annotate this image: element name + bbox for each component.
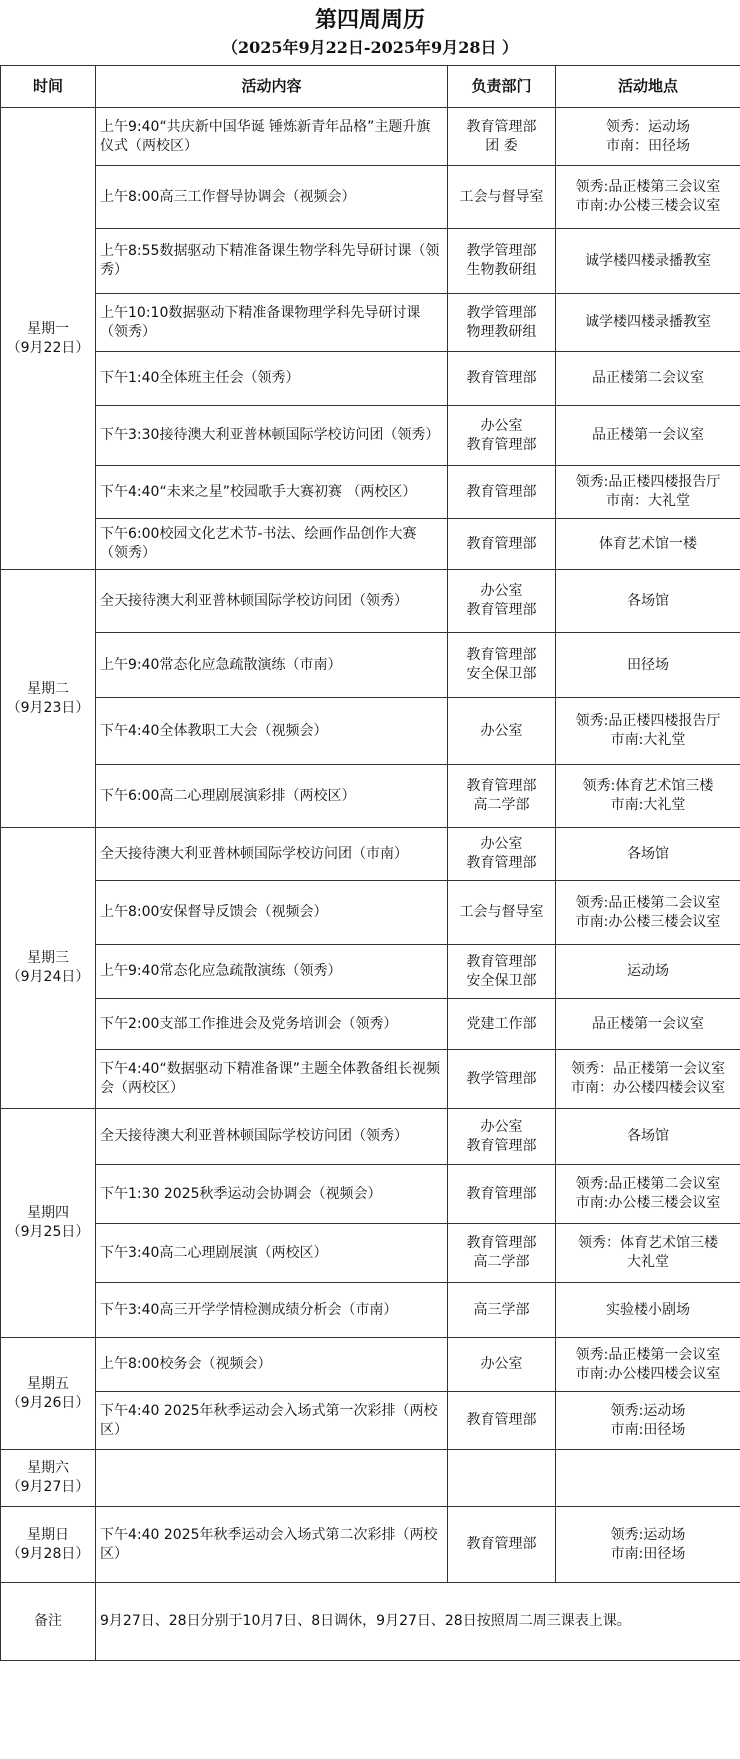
table-row: [1, 1507, 740, 1583]
table-row: [1, 1450, 740, 1507]
activity-cell: 上午8:00安保督导反馈会（视频会）: [96, 881, 448, 945]
dept-cell: 高三学部: [448, 1283, 556, 1338]
location-cell: 领秀：品正楼第一会议室 市南：办公楼四楼会议室: [556, 1050, 740, 1109]
dept-cell: 教育管理部 安全保卫部: [448, 945, 556, 999]
activity-cell: 下午4:40“未来之星”校园歌手大赛初赛 （两校区）: [96, 466, 448, 519]
day-name: 星期二: [27, 680, 69, 697]
header-activity: 活动内容: [96, 66, 448, 108]
dept-cell: 党建工作部: [448, 999, 556, 1050]
location-cell: 领秀:品正楼第一会议室 市南:办公楼四楼会议室: [556, 1338, 740, 1392]
dept-cell: 教学管理部: [448, 1050, 556, 1109]
dept-cell: 工会与督导室: [448, 881, 556, 945]
activity-cell: 下午6:00高二心理剧展演彩排（两校区）: [96, 765, 448, 828]
header-time: 时间: [1, 66, 96, 108]
table-row: [1, 570, 740, 633]
table-row: [1, 698, 740, 765]
activity-cell: 下午1:40全体班主任会（领秀）: [96, 352, 448, 406]
activity-cell: 下午4:40 2025年秋季运动会入场式第二次彩排（两校区）: [96, 1507, 448, 1583]
table-row: [1, 633, 740, 698]
activity-cell: 上午8:00校务会（视频会）: [96, 1338, 448, 1392]
date-range-subtitle: （2025年9月22日-2025年9月28日 ）: [221, 38, 519, 57]
table-row: [1, 1050, 740, 1109]
table-row: [1, 108, 740, 166]
location-cell: 领秀:品正楼第二会议室 市南:办公楼三楼会议室: [556, 881, 740, 945]
location-cell: 各场馆: [556, 828, 740, 881]
dept-cell: 教育管理部: [448, 352, 556, 406]
location-cell: 领秀:品正楼第二会议室 市南:办公楼三楼会议室: [556, 1165, 740, 1224]
location-cell: 实验楼小剧场: [556, 1283, 740, 1338]
day-cell: [1, 828, 96, 1109]
location-cell: 领秀:体育艺术馆三楼 市南:大礼堂: [556, 765, 740, 828]
location-cell: 领秀:品正楼四楼报告厅 市南:大礼堂: [556, 698, 740, 765]
table-row: [1, 881, 740, 945]
day-name: 星期日: [27, 1526, 69, 1543]
table-row: [1, 1338, 740, 1392]
location-cell: 领秀:运动场 市南:田径场: [556, 1507, 740, 1583]
note-text: 9月27日、28日分别于10月7日、8日调休，9月27日、28日按照周二周三课表上课。: [96, 1583, 740, 1661]
table-row: [1, 294, 740, 352]
day-name: 星期一: [27, 320, 69, 337]
dept-cell: 教育管理部 团 委: [448, 108, 556, 166]
day-cell: [1, 1507, 96, 1583]
dept-cell: 教育管理部: [448, 466, 556, 519]
location-cell: 品正楼第一会议室: [556, 999, 740, 1050]
dept-cell: 办公室 教育管理部: [448, 1109, 556, 1165]
location-cell: 各场馆: [556, 570, 740, 633]
activity-cell: 下午4:40 2025年秋季运动会入场式第一次彩排（两校区）: [96, 1392, 448, 1450]
activity-cell: 上午8:00高三工作督导协调会（视频会）: [96, 166, 448, 229]
activity-cell: 下午2:00支部工作推进会及党务培训会（领秀）: [96, 999, 448, 1050]
location-cell: [556, 1450, 740, 1507]
location-cell: 品正楼第二会议室: [556, 352, 740, 406]
activity-cell: 上午8:55数据驱动下精准备课生物学科先导研讨课（领秀）: [96, 229, 448, 294]
dept-cell: 教育管理部: [448, 1165, 556, 1224]
day-cell: [1, 1338, 96, 1450]
page-title: 第四周周历: [314, 7, 425, 33]
location-cell: 领秀:品正楼第三会议室 市南:办公楼三楼会议室: [556, 166, 740, 229]
note-label: 备注: [1, 1583, 96, 1661]
dept-cell: 办公室 教育管理部: [448, 570, 556, 633]
location-cell: 领秀：运动场 市南：田径场: [556, 108, 740, 166]
dept-cell: 教育管理部: [448, 1392, 556, 1450]
day-cell: [1, 108, 96, 570]
activity-cell: 下午4:40“数据驱动下精准备课”主题全体教备组长视频会（两校区）: [96, 1050, 448, 1109]
table-row: [1, 229, 740, 294]
header-dept: 负责部门: [448, 66, 556, 108]
day-cell: [1, 1109, 96, 1338]
day-name: 星期三: [27, 950, 69, 966]
activity-cell: 上午9:40“共庆新中国华诞 锤炼新青年品格”主题升旗仪式（两校区）: [96, 108, 448, 166]
day-name: 星期六: [27, 1460, 69, 1476]
table-row: [1, 406, 740, 466]
activity-cell: 全天接待澳大利亚普林顿国际学校访问团（市南）: [96, 828, 448, 881]
activity-cell: [96, 1450, 448, 1507]
location-cell: 领秀:运动场 市南:田径场: [556, 1392, 740, 1450]
day-name: 星期四: [27, 1205, 69, 1221]
table-row: [1, 166, 740, 229]
table-row: [1, 466, 740, 519]
day-date: （9月25日）: [6, 1224, 90, 1240]
day-date: （9月23日）: [6, 699, 90, 716]
dept-cell: 办公室: [448, 698, 556, 765]
location-cell: 体育艺术馆一楼: [556, 519, 740, 570]
table-row: [1, 1392, 740, 1450]
activity-cell: 全天接待澳大利亚普林顿国际学校访问团（领秀）: [96, 1109, 448, 1165]
activity-cell: 下午1:30 2025秋季运动会协调会（视频会）: [96, 1165, 448, 1224]
dept-cell: 教育管理部 高二学部: [448, 765, 556, 828]
location-cell: 诚学楼四楼录播教室: [556, 294, 740, 352]
location-cell: 田径场: [556, 633, 740, 698]
activity-cell: 上午10:10数据驱动下精准备课物理学科先导研讨课（领秀）: [96, 294, 448, 352]
schedule-table: [0, 65, 740, 1661]
note-row: [1, 1583, 740, 1661]
dept-cell: 办公室 教育管理部: [448, 406, 556, 466]
location-cell: 诚学楼四楼录播教室: [556, 229, 740, 294]
dept-cell: 办公室: [448, 1338, 556, 1392]
day-cell: [1, 570, 96, 828]
table-row: [1, 352, 740, 406]
day-name: 星期五: [27, 1375, 69, 1392]
day-date: （9月22日）: [6, 339, 90, 356]
activity-cell: 下午3:40高三开学学情检测成绩分析会（市南）: [96, 1283, 448, 1338]
location-cell: 领秀:品正楼四楼报告厅 市南：大礼堂: [556, 466, 740, 519]
day-date: （9月28日）: [6, 1545, 90, 1562]
activity-cell: 上午9:40常态化应急疏散演练（领秀）: [96, 945, 448, 999]
schedule-body: [1, 108, 740, 1583]
dept-cell: 办公室 教育管理部: [448, 828, 556, 881]
dept-cell: 教育管理部 安全保卫部: [448, 633, 556, 698]
table-row: [1, 1165, 740, 1224]
dept-cell: 教育管理部: [448, 1507, 556, 1583]
dept-cell: [448, 1450, 556, 1507]
day-cell: [1, 1450, 96, 1507]
activity-cell: 上午9:40常态化应急疏散演练（市南）: [96, 633, 448, 698]
table-row: [1, 519, 740, 570]
activity-cell: 下午3:40高二心理剧展演（两校区）: [96, 1224, 448, 1283]
dept-cell: 教育管理部: [448, 519, 556, 570]
location-cell: 品正楼第一会议室: [556, 406, 740, 466]
dept-cell: 工会与督导室: [448, 166, 556, 229]
activity-cell: 下午4:40全体教职工大会（视频会）: [96, 698, 448, 765]
day-date: （9月27日）: [6, 1479, 90, 1495]
table-row: [1, 1224, 740, 1283]
table-row: [1, 1283, 740, 1338]
activity-cell: 下午6:00校园文化艺术节-书法、绘画作品创作大赛（领秀）: [96, 519, 448, 570]
dept-cell: 教育管理部 高二学部: [448, 1224, 556, 1283]
activity-cell: 全天接待澳大利亚普林顿国际学校访问团（领秀）: [96, 570, 448, 633]
day-date: （9月24日）: [6, 969, 90, 985]
table-row: [1, 765, 740, 828]
table-row: [1, 999, 740, 1050]
location-cell: 运动场: [556, 945, 740, 999]
table-header-row: [1, 66, 740, 108]
dept-cell: 教学管理部 物理教研组: [448, 294, 556, 352]
table-row: [1, 1109, 740, 1165]
table-row: [1, 828, 740, 881]
activity-cell: 下午3:30接待澳大利亚普林顿国际学校访问团（领秀）: [96, 406, 448, 466]
header-location: 活动地点: [556, 66, 740, 108]
table-row: [1, 945, 740, 999]
location-cell: 各场馆: [556, 1109, 740, 1165]
dept-cell: 教学管理部 生物教研组: [448, 229, 556, 294]
location-cell: 领秀：体育艺术馆三楼 大礼堂: [556, 1224, 740, 1283]
day-date: （9月26日）: [6, 1394, 90, 1411]
